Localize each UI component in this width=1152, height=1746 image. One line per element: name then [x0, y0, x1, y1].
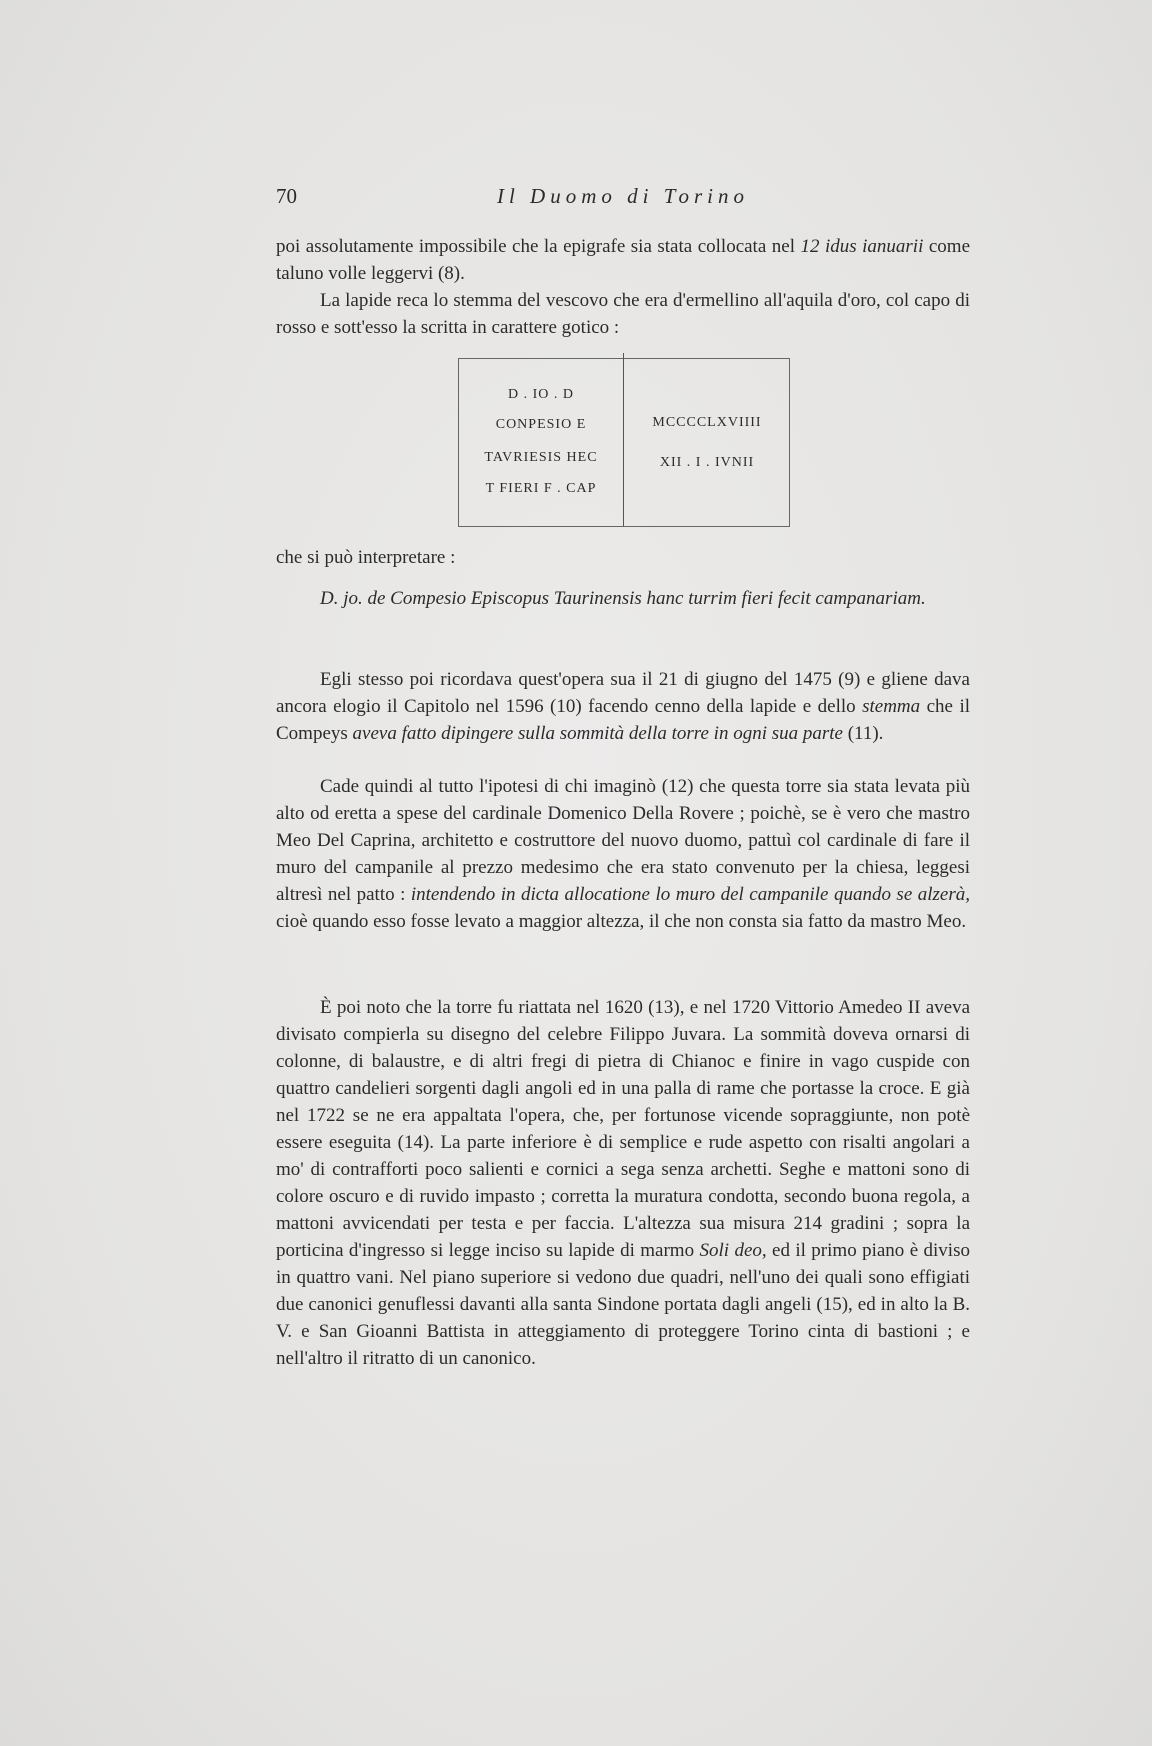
- paragraph-1-text-start: poi assolutamente impossibile che la epigrafe sia stata collocata nel: [276, 236, 801, 257]
- inscription-left-line-1: D . IO . D: [508, 387, 574, 402]
- inscription-left-line-4: T FIERI F . CAP: [485, 481, 597, 496]
- paragraph-1: [276, 233, 970, 287]
- paragraph-1-italic: 12 idus ianuarii: [800, 236, 924, 257]
- paragraph-5-italic-2: aveva fatto dipingere sulla sommità della torre in ogni sua parte: [352, 723, 843, 744]
- paragraph-6-italic: intendendo in dicta allocatione lo muro del campanile quando se alzerà,: [410, 884, 970, 905]
- page-number: 70: [276, 184, 297, 208]
- page-header: [276, 184, 970, 214]
- paragraph-7-text-start: È poi noto che la torre fu riattata nel 1620 (13), e nel 1720 Vittorio Amedeo II aveva divisato compierla su disegno del celebre Filippo Juvara. La sommità doveva ornarsi di colonne, di balaustre, e di altri fregi di pietra di Chianoc e finire in vago cuspide con quattro candelieri sorgenti dagli angoli ed in una palla di rame che portasse la croce. E già nel 1722 se ne era appaltata l'opera, che, per fortunose vicende sopraggiunte, non potè essere eseguita (14). La parte inferiore è di semplice e rude aspetto con risalti angolari a mo' di contrafforti poco salienti e cornici a sega senza archetti. Seghe e mattoni sono di colore oscuro e di ruvido impasto ; corretta la muratura condotta, secondo buona regola, a mattoni avvicendati per testa e per faccia. L'altezza sua misura 214 gradini ; sopra la porticina d'ingresso si legge inciso su lapide di marmo: [276, 997, 970, 1261]
- inscription-right-line-2: XII . I . IVNII: [659, 455, 755, 470]
- inscription-divider: [623, 353, 624, 526]
- paragraph-5: [276, 666, 970, 747]
- paragraph-6: [276, 773, 970, 935]
- paragraph-5-italic-1: stemma: [862, 696, 921, 717]
- paragraph-2: La lapide reca lo stemma del vescovo che era d'ermellino all'aquila d'oro, col capo di rosso e sott'esso la scritta in carattere gotico :: [276, 290, 970, 338]
- paragraph-6-text-start: Cade quindi al tutto l'ipotesi di chi imaginò (12) che questa torre sia stata levata più alto od eretta a spese del cardinale Domenico Della Rovere ; poichè, se è vero che mastro Meo Del Caprina, architetto e costruttore del nuovo duomo, pattuì col cardinale di fare il muro del campanile al prezzo medesimo che era stato convenuto per la chiesa, leggesi altresì nel patto :: [276, 776, 970, 905]
- running-title: Il Duomo di Torino: [496, 184, 749, 208]
- paragraph-5-text-start: Egli stesso poi ricordava quest'opera sua il 21 di giugno del 1475 (9) e gliene dava ancora elogio il Capitolo nel 1596 (10) facendo cenno della lapide e dello: [276, 669, 970, 717]
- paragraph-4-interpretation: D. jo. de Compesio Episcopus Taurinensis hanc turrim fieri fecit campanariam.: [320, 588, 926, 609]
- paragraph-7-italic: Soli deo,: [699, 1240, 767, 1261]
- paragraph-7-text-end: ed il primo piano è diviso in quattro vani. Nel piano superiore si vedono due quadri, nell'uno dei quali sono effigiati due canonici genuflessi davanti alla santa Sindone portata dagli angeli (15), ed in alto la B. V. e San Gioanni Battista in atteggiamento di proteggere Torino cinta di bastioni ; e nell'altro il ritratto di un canonico.: [276, 1240, 970, 1369]
- paragraph-3: che si può interpretare :: [276, 547, 456, 568]
- paragraph-5-text-end: (11).: [842, 723, 884, 744]
- inscription-left-line-2: CONPESIO E: [495, 417, 587, 432]
- paragraph-7: [276, 994, 970, 1372]
- paragraph-5-text-mid: che il Compeys: [276, 696, 970, 744]
- inscription-left-line-3: TAVRIESIS HEC: [484, 450, 598, 465]
- inscription-box: [458, 358, 790, 527]
- paragraph-1-text-end: come taluno volle leggervi (8).: [276, 236, 970, 284]
- paragraph-6-text-end: cioè quando esso fosse levato a maggior altezza, il che non consta sia fatto da mastro Meo.: [276, 911, 967, 932]
- inscription-right-line-1: MCCCCLXVIIII: [652, 415, 762, 430]
